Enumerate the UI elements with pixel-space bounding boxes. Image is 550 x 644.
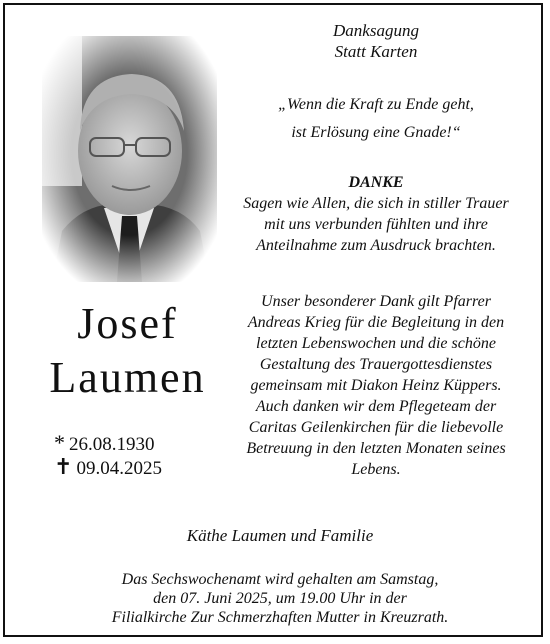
thanks-line: Auch danken wir dem Pflegeteam der — [255, 398, 497, 415]
heading-line: Danksagung — [333, 21, 419, 40]
thanks-paragraph — [218, 291, 534, 480]
quote-line: ist Erlösung eine Gnade!“ — [291, 124, 461, 141]
danke-line: Sagen wie Allen, die sich in stiller Trauer — [243, 195, 509, 212]
birth-star-icon: * — [54, 430, 65, 455]
footer-line: Filialkirche Zur Schmerzhaften Mutter in Kreuzrath. — [111, 609, 449, 626]
thanks-line: gemeinsam mit Diakon Heinz Küppers. — [250, 377, 502, 394]
danke-text — [218, 193, 534, 256]
thanks-line: Caritas Geilenkirchen für die liebevolle — [248, 419, 504, 436]
thanks-line: Andreas Krieg für die Begleitung in den — [247, 314, 505, 331]
portrait-photo — [42, 36, 217, 282]
thanks-line: letzten Lebenswochen und die schöne — [256, 335, 496, 352]
thanks-line: Betreuung in den letzten Monaten seines — [246, 440, 506, 457]
deceased-first-name: Josef — [77, 299, 178, 348]
deceased-last-name: Laumen — [49, 353, 206, 402]
heading-line: Statt Karten — [334, 42, 418, 61]
service-announcement — [20, 570, 540, 627]
family-signature: Käthe Laumen und Familie — [186, 526, 374, 545]
quote-line: „Wenn die Kraft zu Ende geht, — [278, 96, 474, 113]
birth-date: 26.08.1930 — [69, 434, 155, 455]
danke-title: DANKE — [348, 174, 404, 191]
thanks-line: Lebens. — [351, 461, 401, 478]
quote — [218, 91, 534, 147]
death-cross-icon: ✝ — [54, 454, 73, 479]
death-date-line — [54, 456, 162, 478]
footer-line: Das Sechswochenamt wird gehalten am Samstag, — [121, 571, 439, 588]
thanks-line: Unser besonderer Dank gilt Pfarrer — [261, 293, 491, 310]
danke-line: mit uns verbunden fühlten und ihre — [264, 216, 488, 233]
danke-line: Anteilnahme zum Ausdruck brachten. — [256, 237, 496, 254]
thanks-line: Gestaltung des Trauergottesdienstes — [259, 356, 493, 373]
heading — [218, 20, 534, 62]
birth-date-line — [54, 432, 155, 454]
footer-line: den 07. Juni 2025, um 19.00 Uhr in der — [153, 590, 407, 607]
death-date: 09.04.2025 — [76, 458, 162, 479]
